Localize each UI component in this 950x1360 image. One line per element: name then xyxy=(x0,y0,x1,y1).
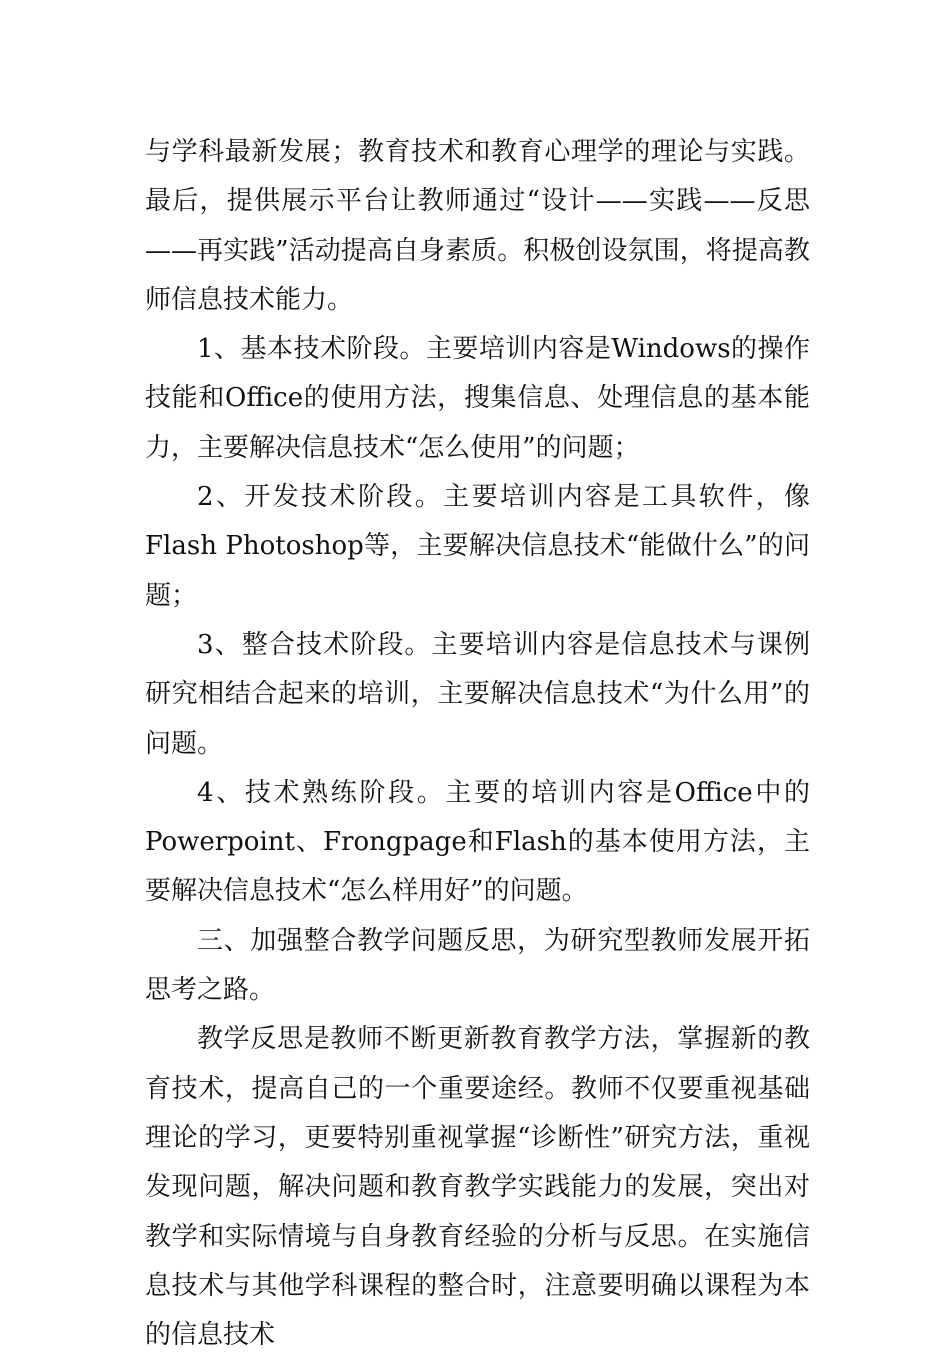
paragraph-stage-1: 1、基本技术阶段。主要培训内容是Windows的操作技能和Office的使用方法，搜集信息、处理信息的基本能力，主要解决信息技术“怎么使用”的问题； xyxy=(145,334,810,463)
section-heading-3: 三、加强整合教学问题反思，为研究型教师发展开拓思考之路。 xyxy=(145,925,810,1006)
paragraph-stage-3: 3、整合技术阶段。主要培训内容是信息技术与课例研究相结合起来的培训，主要解决信息技术“为什么用”的问题。 xyxy=(145,629,810,759)
paragraph-stage-4: 4、技术熟练阶段。主要的培训内容是Office中的Powerpoint、Frongpage和Flash的基本使用方法，主要解决信息技术“怎么样用好”的问题。 xyxy=(145,777,810,907)
paragraph-stage-2: 2、开发技术阶段。主要培训内容是工具软件，像Flash Photoshop等，主要解决信息技术“能做什么”的问题； xyxy=(145,482,810,611)
paragraph-continuation: 与学科最新发展；教育技术和教育心理学的理论与实践。最后，提供展示平台让教师通过“设计——实践——反思——再实践”活动提高自身素质。积极创设氛围，将提高教师信息技术能力。 xyxy=(145,137,810,315)
paragraph-reflection: 教学反思是教师不断更新教育教学方法，掌握新的教育技术，提高自己的一个重要途经。教师不仅要重视基础理论的学习，更要特别重视掌握“诊断性”研究方法，重视发现问题，解决问题和教育教学实践能力的发展，突出对教学和实际情境与自身教育经验的分析与反思。在实施信息技术与其他学科课程的整合时，注意要明确以课程为本的信息技术 xyxy=(145,1024,810,1351)
document-body xyxy=(145,128,810,1360)
